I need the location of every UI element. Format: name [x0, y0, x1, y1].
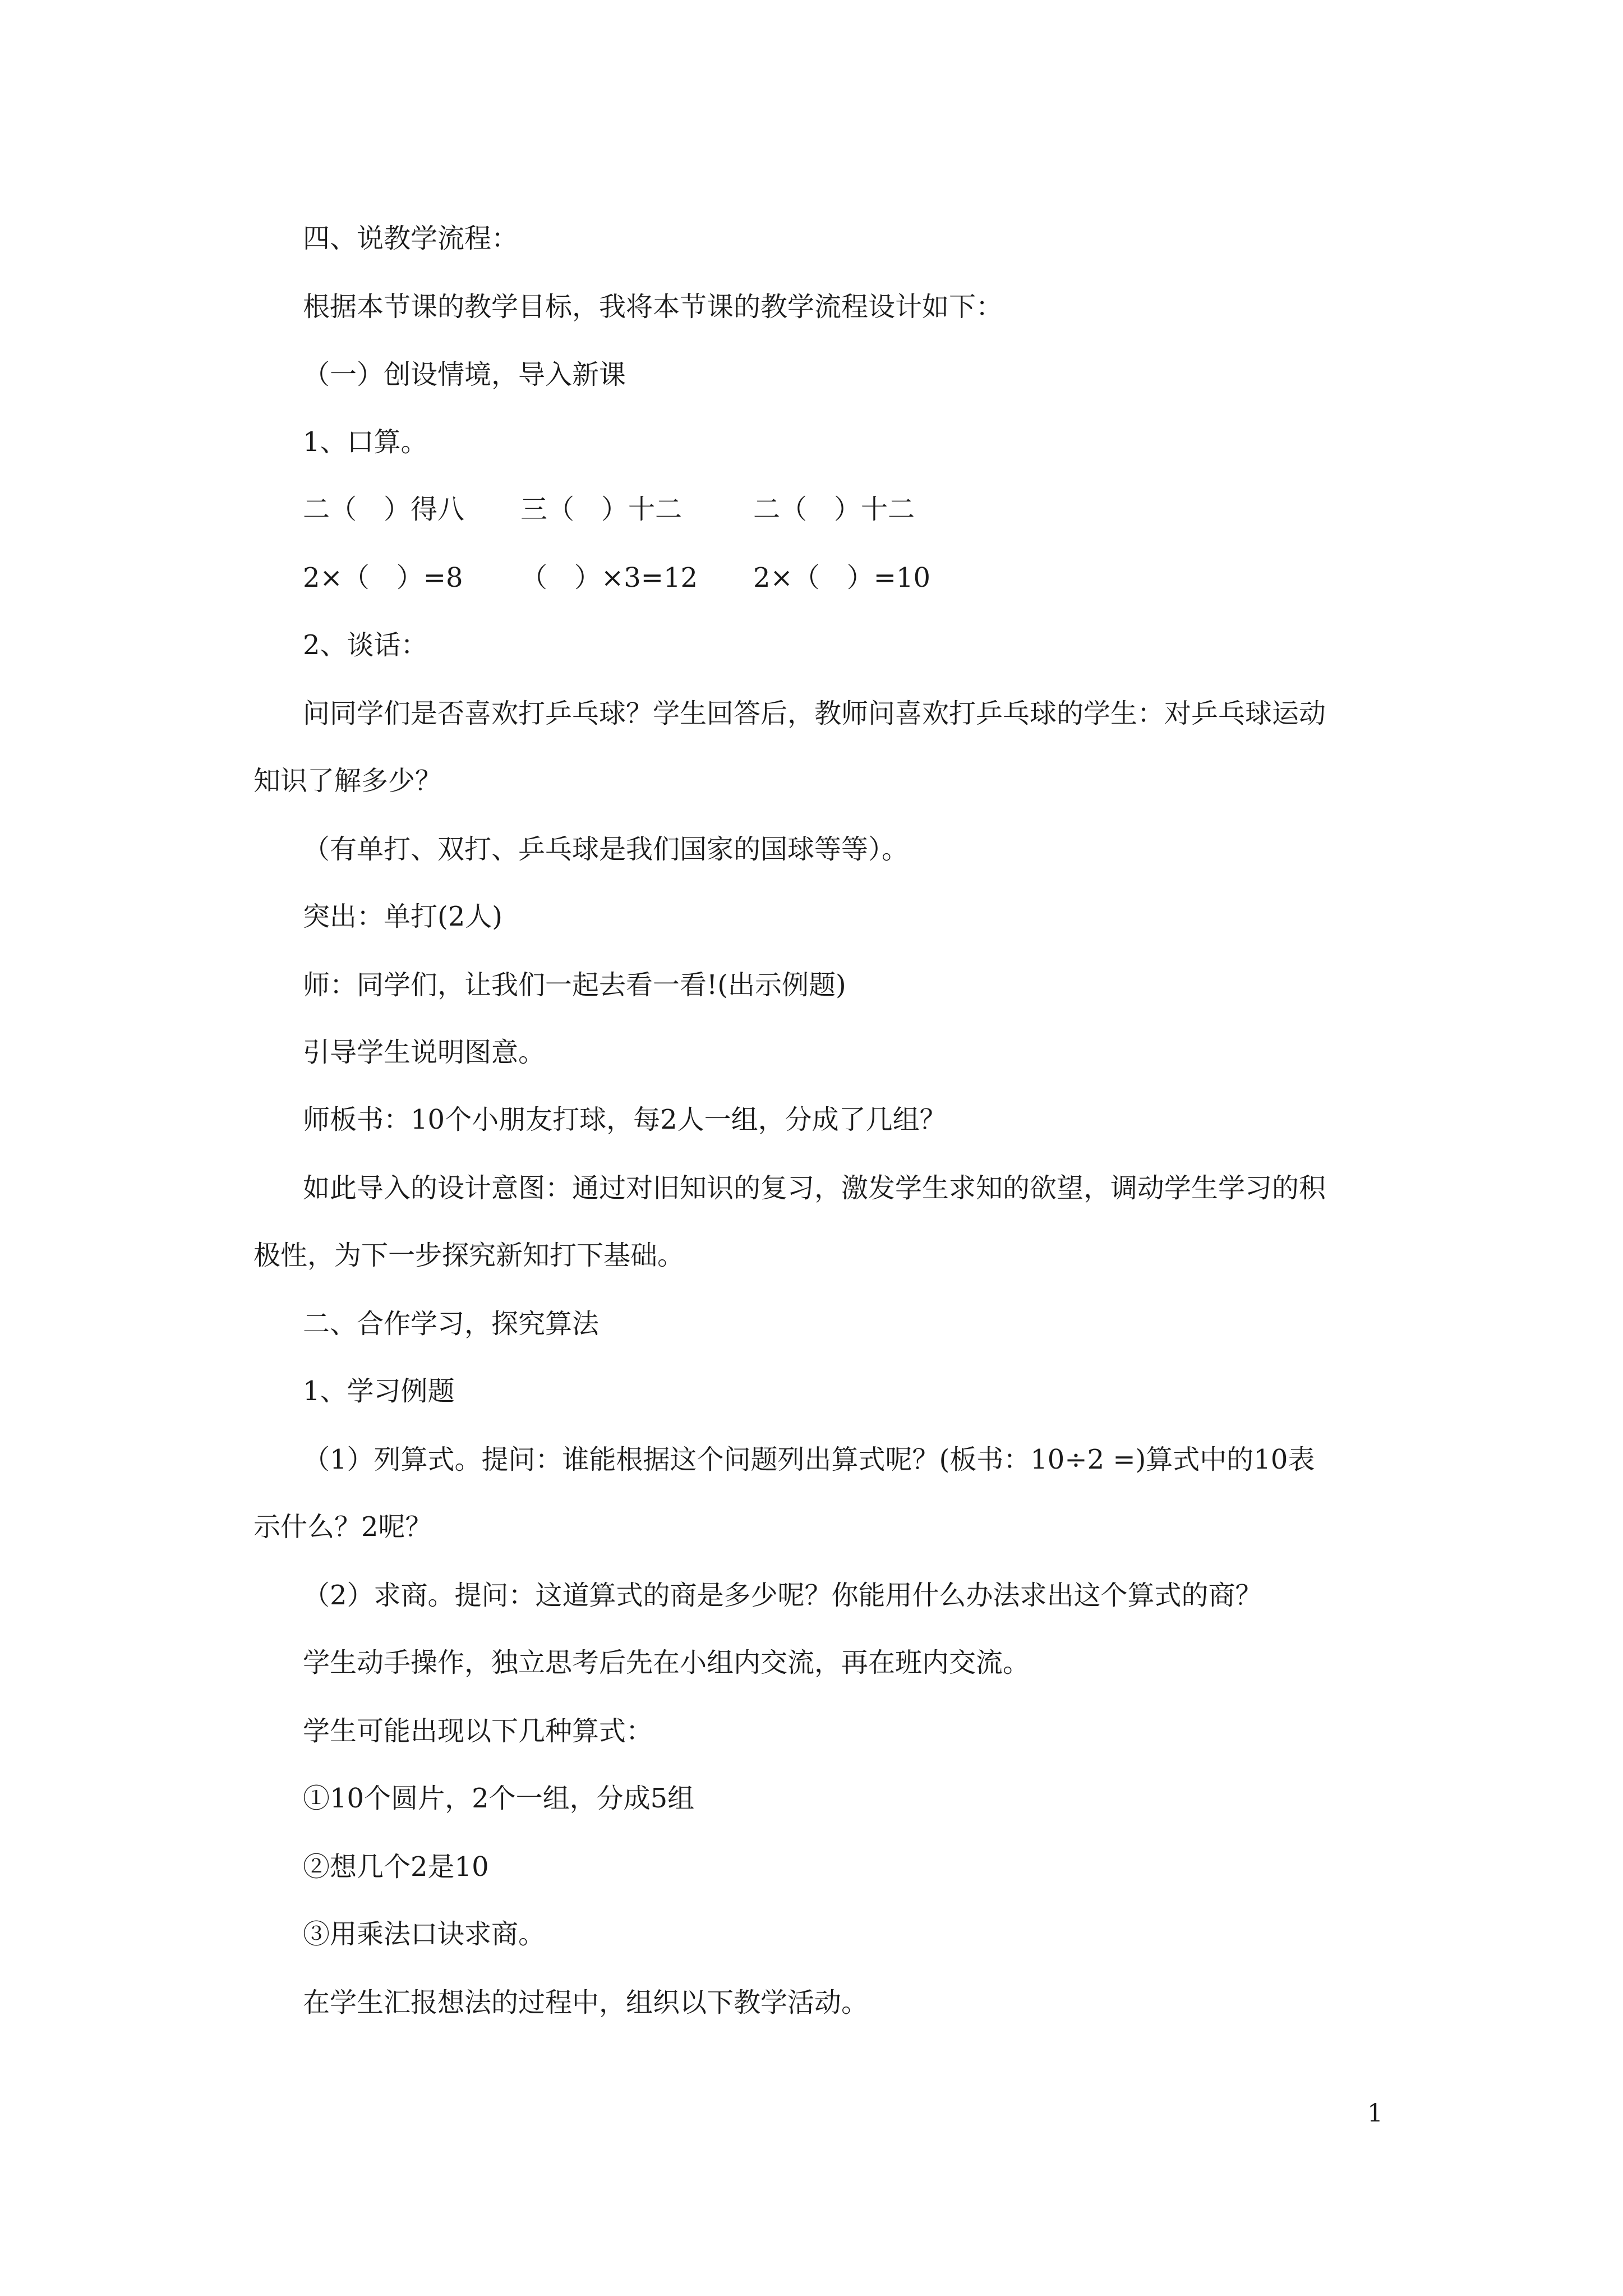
item-talk: 2、谈话： — [303, 629, 428, 661]
paragraph-line: 引导学生说明图意。 — [303, 1037, 546, 1068]
paragraph-line: 极性，为下一步探究新知打下基础。 — [253, 1240, 685, 1271]
paragraph-line: 师板书：10个小朋友打球，每2人一组，分成了几组？ — [303, 1104, 947, 1135]
method-item: ③用乘法口诀求商。 — [303, 1918, 546, 1950]
method-item: ②想几个2是10 — [303, 1851, 489, 1883]
page-number: 1 — [1367, 2099, 1383, 2128]
method-item: ①10个圆片，2个一组，分成5组 — [303, 1783, 695, 1814]
oral-calc-cell: 三（ ）十二 — [520, 494, 683, 525]
item-oral-calc: 1、口算。 — [303, 426, 428, 458]
item-example: 1、学习例题 — [303, 1375, 455, 1407]
paragraph-line: 示什么？2呢？ — [253, 1511, 432, 1543]
intro-paragraph: 根据本节课的教学目标，我将本节课的教学流程设计如下： — [303, 291, 1003, 323]
oral-calc-cell: 2×（ ）=8 — [303, 562, 463, 593]
section-heading: 四、说教学流程： — [303, 223, 519, 254]
oral-calc-cell: 2×（ ）=10 — [753, 562, 931, 593]
oral-calc-cell: （ ）×3=12 — [520, 562, 698, 593]
paragraph-line: （有单打、双打、乒乓球是我们国家的国球等等）。 — [303, 834, 909, 865]
paragraph-line: 如此导入的设计意图：通过对旧知识的复习，激发学生求知的欲望，调动学生学习的积 — [303, 1172, 1326, 1204]
paragraph-line: 师：同学们，让我们一起去看一看!(出示例题) — [303, 969, 846, 1001]
oral-calc-cell: 二（ ）得八 — [303, 494, 465, 525]
paragraph-line: （1）列算式。提问：谁能根据这个问题列出算式呢？(板书：10÷2 =)算式中的10表 — [303, 1444, 1315, 1475]
paragraph-line: 问同学们是否喜欢打乒乓球？学生回答后，教师问喜欢打乒乓球的学生：对乒乓球运动 — [303, 698, 1326, 729]
oral-calc-cell: 二（ ）十二 — [753, 494, 915, 525]
paragraph-line: 学生可能出现以下几种算式： — [303, 1715, 653, 1747]
paragraph-line: 在学生汇报想法的过程中，组织以下教学活动。 — [303, 1987, 869, 2018]
paragraph-line: 突出：单打(2人) — [303, 901, 502, 932]
paragraph-line: 学生动手操作，独立思考后先在小组内交流，再在班内交流。 — [303, 1647, 1030, 1678]
paragraph-line: （2）求商。提问：这道算式的商是多少呢？你能用什么办法求出这个算式的商？ — [303, 1580, 1262, 1611]
section-1-title: （一）创设情境，导入新课 — [303, 359, 626, 390]
paragraph-line: 知识了解多少？ — [253, 765, 442, 797]
section-2-title: 二、合作学习，探究算法 — [303, 1308, 600, 1340]
